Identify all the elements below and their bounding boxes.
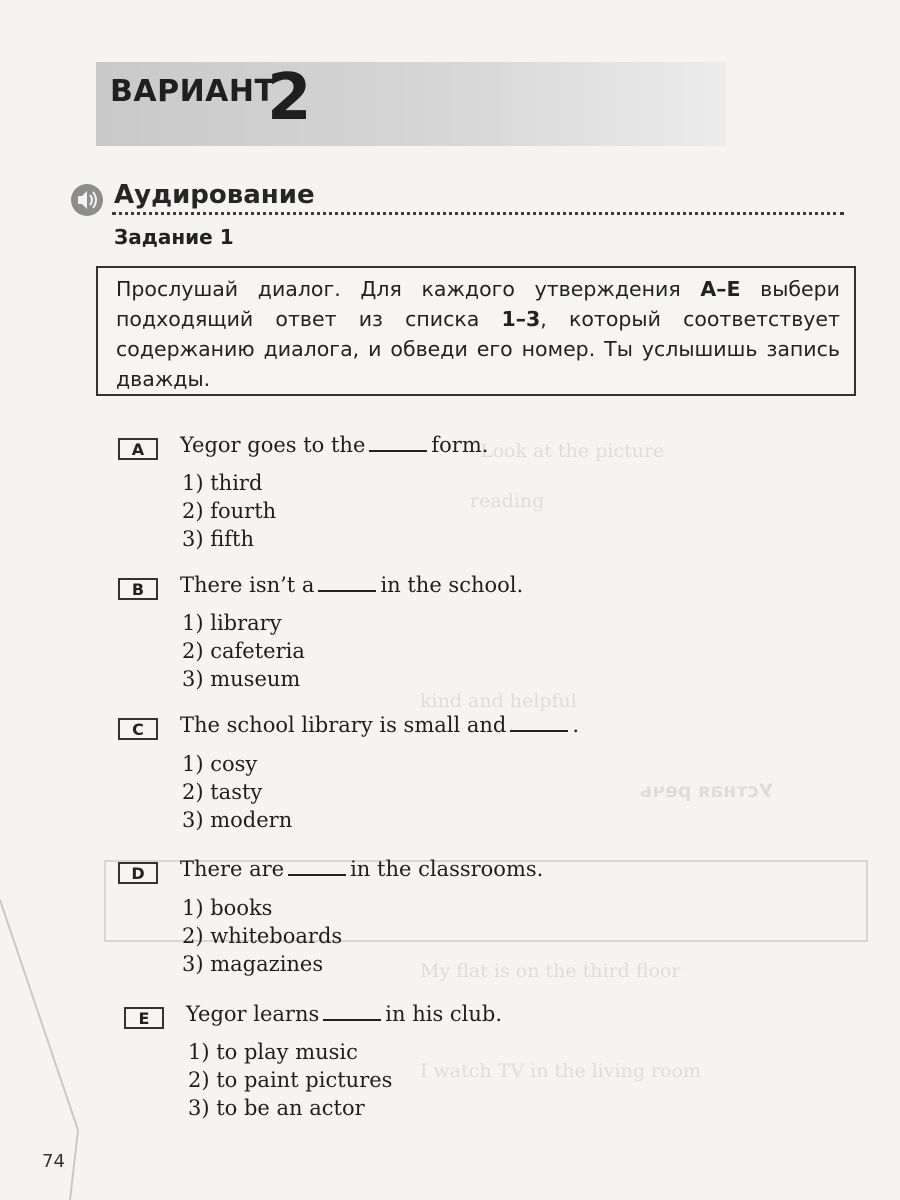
section-title: Аудирование bbox=[114, 180, 315, 210]
option-b-2[interactable]: 2) cafeteria bbox=[182, 639, 305, 663]
option-b-3[interactable]: 3) museum bbox=[182, 667, 301, 691]
speaker-icon bbox=[70, 183, 104, 217]
question-letter-e: E bbox=[124, 1007, 164, 1029]
question-text: in the classrooms. bbox=[350, 857, 544, 881]
task-title: Задание 1 bbox=[114, 225, 234, 249]
question-text: Yegor learns bbox=[186, 1002, 320, 1026]
question-text: . bbox=[572, 713, 580, 737]
instruction-part: , который соответствует содержанию диалога, и обведи его номер. Ты услышишь запись дважды. bbox=[116, 307, 840, 391]
option-d-2[interactable]: 2) whiteboards bbox=[182, 924, 343, 948]
option-e-1[interactable]: 1) to play music bbox=[188, 1040, 358, 1064]
question-letter-b: B bbox=[118, 578, 158, 600]
show-through-text: reading bbox=[470, 490, 545, 512]
question-c bbox=[180, 713, 579, 737]
page-number: 74 bbox=[42, 1151, 65, 1172]
option-e-2[interactable]: 2) to paint pictures bbox=[188, 1068, 393, 1092]
question-text: in his club. bbox=[385, 1002, 503, 1026]
instruction-range-letters: A–E bbox=[700, 277, 741, 301]
option-d-3[interactable]: 3) magazines bbox=[182, 952, 324, 976]
show-through-text: I watch TV in the living room bbox=[420, 1060, 702, 1082]
option-d-1[interactable]: 1) books bbox=[182, 896, 273, 920]
question-d bbox=[180, 857, 543, 881]
answer-blank bbox=[369, 434, 427, 452]
show-through-text: My flat is on the third floor bbox=[420, 960, 681, 982]
variant-label: ВАРИАНТ bbox=[110, 74, 276, 109]
instruction-part: Прослушай диалог. Для каждого утверждения bbox=[116, 277, 701, 301]
option-a-3[interactable]: 3) fifth bbox=[182, 527, 254, 551]
show-through-text: kind and helpful bbox=[420, 690, 577, 712]
option-c-2[interactable]: 2) tasty bbox=[182, 780, 263, 804]
question-text: form. bbox=[431, 433, 489, 457]
option-c-1[interactable]: 1) cosy bbox=[182, 752, 258, 776]
question-e bbox=[186, 1002, 502, 1026]
answer-blank bbox=[288, 858, 346, 876]
question-b bbox=[180, 573, 523, 597]
question-text: There are bbox=[180, 857, 285, 881]
option-c-3[interactable]: 3) modern bbox=[182, 808, 293, 832]
question-a bbox=[180, 433, 488, 457]
option-b-1[interactable]: 1) library bbox=[182, 611, 282, 635]
answer-blank bbox=[323, 1003, 381, 1021]
instruction-range-numbers: 1–3 bbox=[501, 307, 541, 331]
answer-blank bbox=[318, 574, 376, 592]
variant-number: 2 bbox=[267, 61, 312, 135]
question-letter-d: D bbox=[118, 862, 158, 884]
question-text: The school library is small and bbox=[180, 713, 507, 737]
question-text: There isn’t a bbox=[180, 573, 315, 597]
question-letter-a: A bbox=[118, 438, 158, 460]
option-a-2[interactable]: 2) fourth bbox=[182, 499, 277, 523]
option-a-1[interactable]: 1) third bbox=[182, 471, 263, 495]
question-text: in the school. bbox=[380, 573, 524, 597]
show-through-text: Устная речь bbox=[640, 780, 774, 802]
question-letter-c: C bbox=[118, 718, 158, 740]
answer-blank bbox=[510, 714, 568, 732]
instruction-part: выбери подходящий ответ из списка bbox=[116, 277, 840, 331]
section-divider bbox=[112, 212, 844, 215]
instruction-text bbox=[116, 274, 840, 394]
show-through-text: Look at the picture bbox=[480, 440, 665, 462]
question-text: Yegor goes to the bbox=[180, 433, 366, 457]
option-e-3[interactable]: 3) to be an actor bbox=[188, 1096, 365, 1120]
